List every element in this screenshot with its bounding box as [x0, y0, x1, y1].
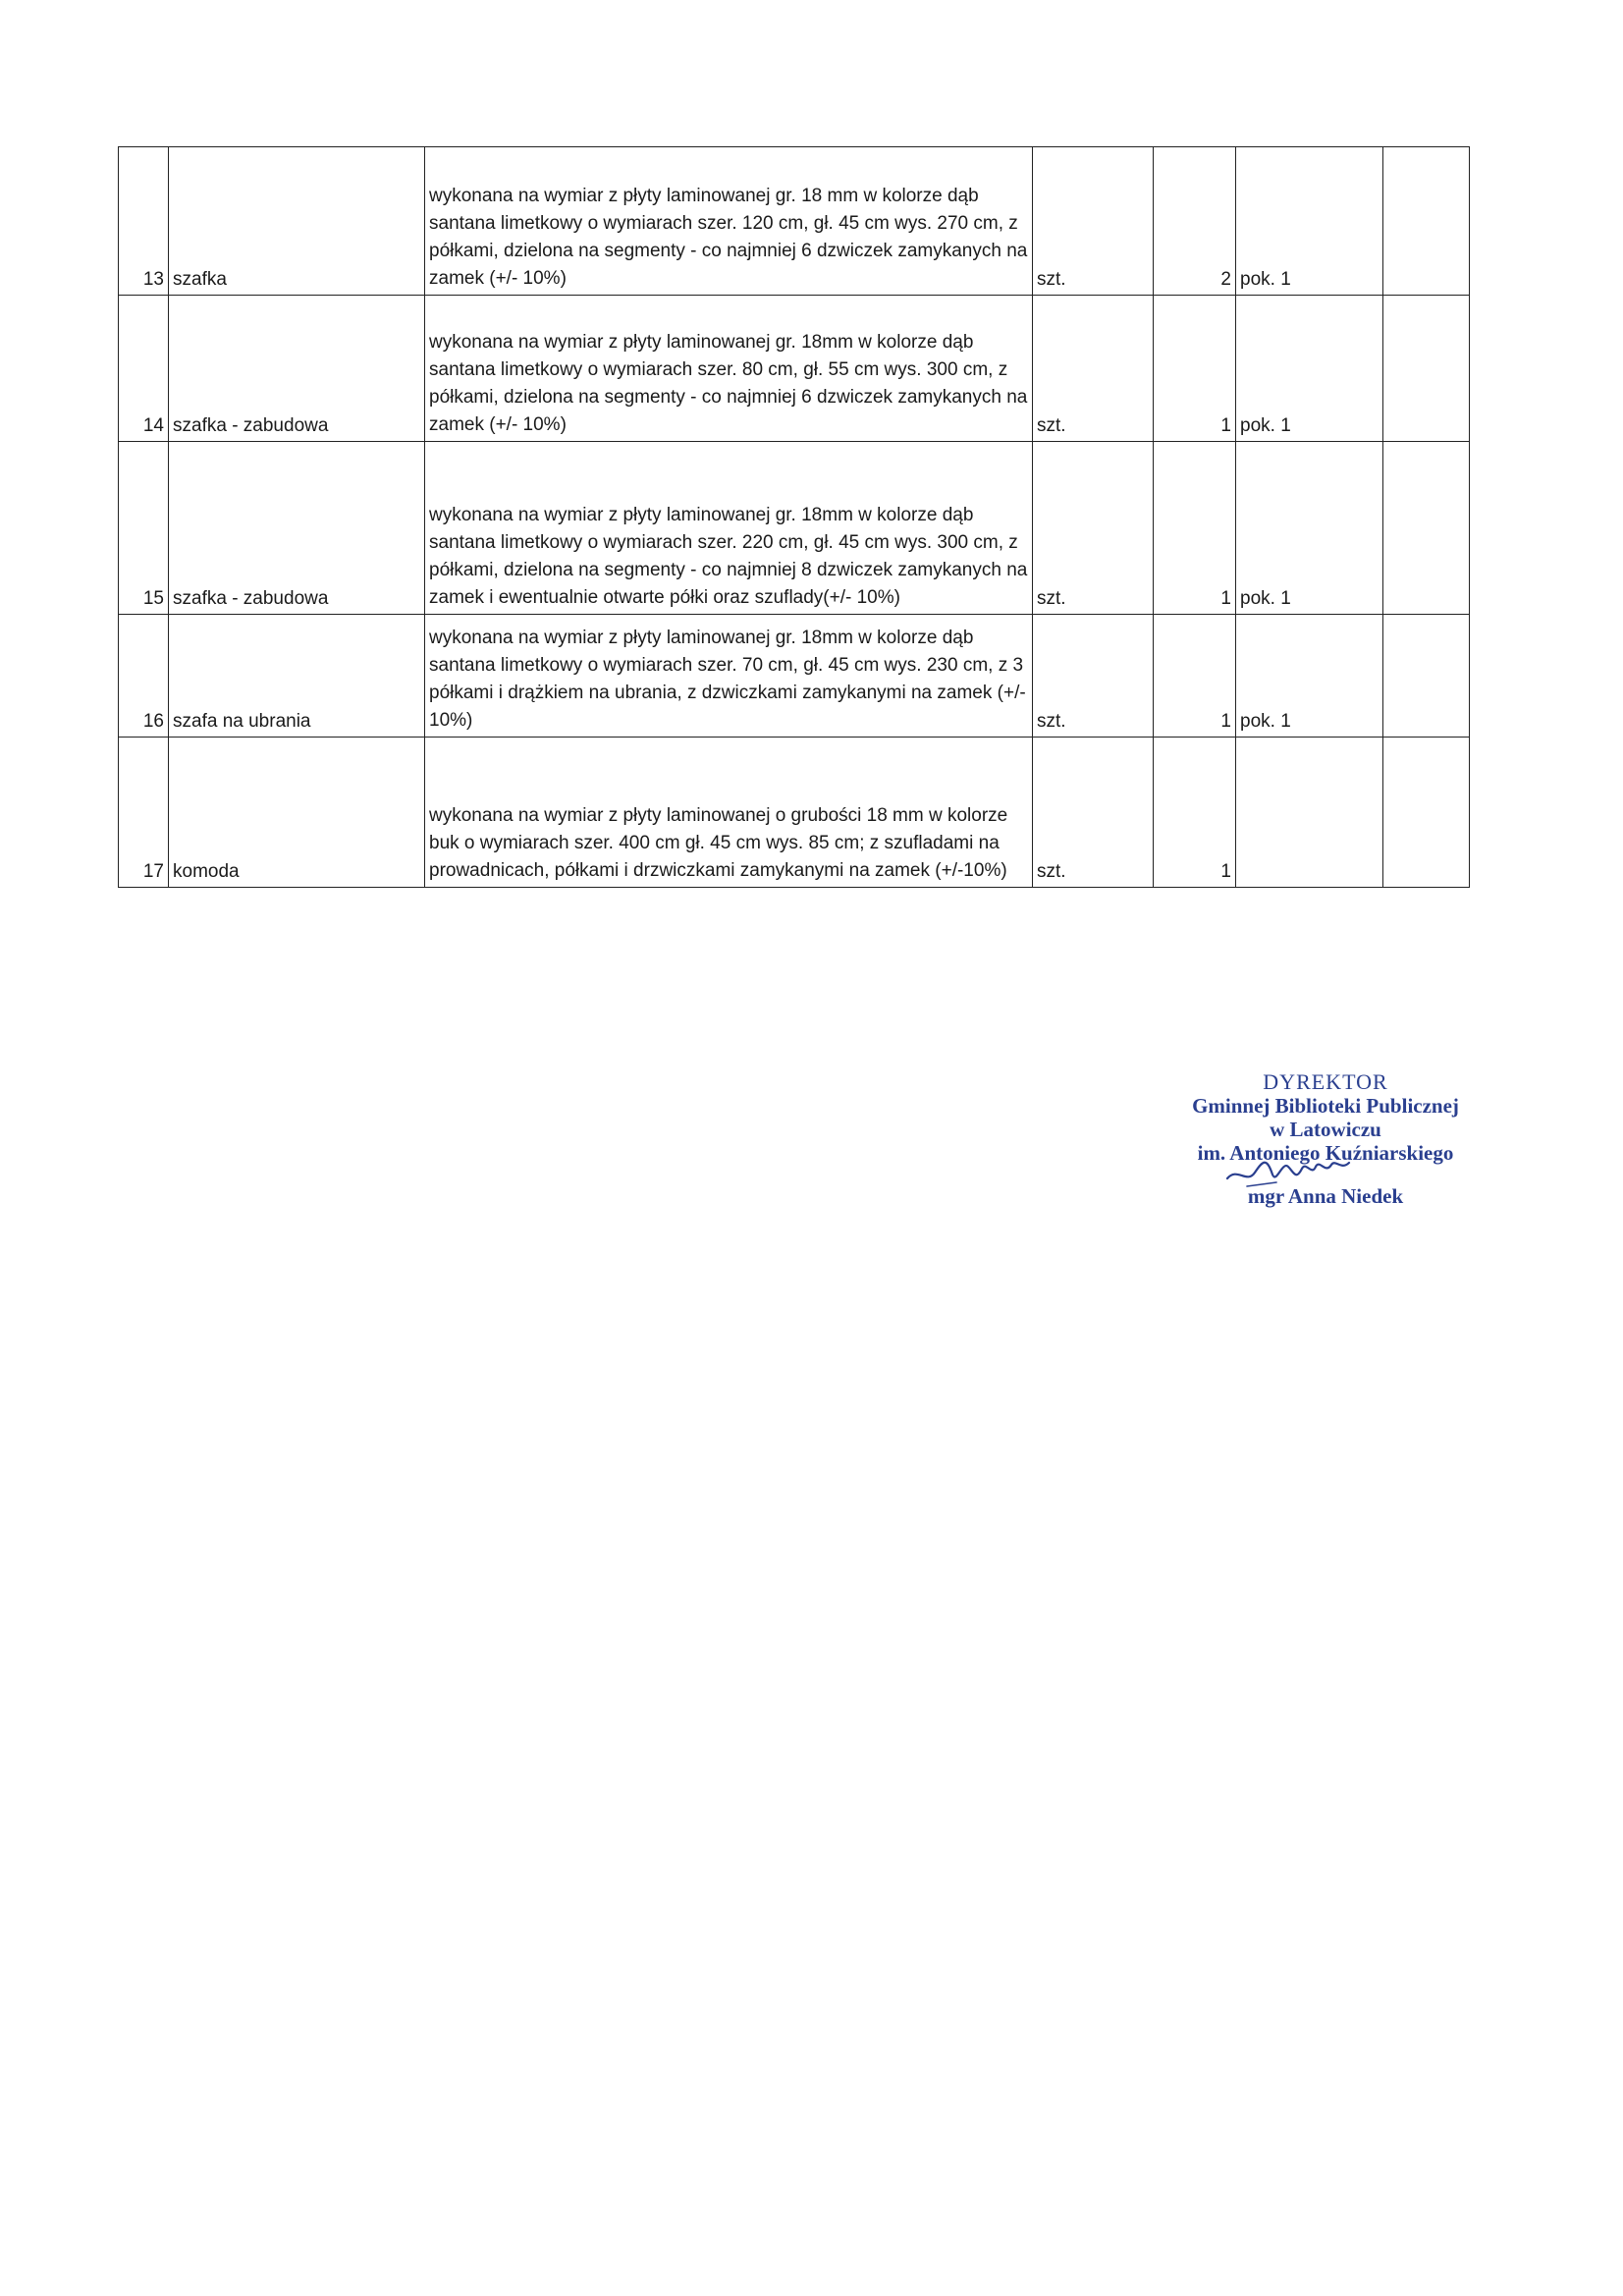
item-quantity: 1: [1154, 296, 1236, 442]
empty-cell: [1383, 296, 1470, 442]
item-quantity: 2: [1154, 147, 1236, 296]
row-number: 13: [119, 147, 169, 296]
empty-cell: [1383, 615, 1470, 738]
item-description: wykonana na wymiar z płyty laminowanej gr. 18mm w kolorze dąb santana limetkowy o wymiarach szer. 220 cm, gł. 45 cm wys. 300 cm, z półkami, dzielona na segmenty - co najmniej 8 dzwiczek zamykanych na zamek i ewentualnie otwarte półki oraz szuflady(+/- 10%): [425, 442, 1033, 615]
item-name: szafka - zabudowa: [169, 442, 425, 615]
handwritten-signature: [1217, 1137, 1375, 1196]
item-unit: szt.: [1033, 442, 1154, 615]
stamp-location: w Latowiczu: [1270, 1118, 1381, 1141]
row-number: 17: [119, 738, 169, 888]
item-location: pok. 1: [1236, 442, 1383, 615]
table-row: [119, 615, 1470, 738]
item-description: wykonana na wymiar z płyty laminowanej gr. 18mm w kolorze dąb santana limetkowy o wymiarach szer. 70 cm, gł. 45 cm wys. 230 cm, z 3 półkami i drążkiem na ubrania, z dzwiczkami zamykanymi na zamek (+/- 10%): [425, 615, 1033, 738]
item-description: wykonana na wymiar z płyty laminowanej gr. 18 mm w kolorze dąb santana limetkowy o wymiarach szer. 120 cm, gł. 45 cm wys. 270 cm, z półkami, dzielona na segmenty - co najmniej 6 dzwiczek zamykanych na zamek (+/- 10%): [425, 147, 1033, 296]
furniture-items-table: [118, 146, 1470, 888]
empty-cell: [1383, 147, 1470, 296]
item-description: wykonana na wymiar z płyty laminowanej o grubości 18 mm w kolorze buk o wymiarach szer. 400 cm gł. 45 cm wys. 85 cm; z szufladami na prowadnicach, półkami i drzwiczkami zamykanymi na zamek (+/-10%): [425, 738, 1033, 888]
stamp-institution: Gminnej Biblioteki Publicznej: [1192, 1094, 1459, 1118]
item-name: komoda: [169, 738, 425, 888]
table-row: [119, 147, 1470, 296]
stamp-title: DYREKTOR: [1263, 1069, 1388, 1094]
item-unit: szt.: [1033, 615, 1154, 738]
item-quantity: 1: [1154, 615, 1236, 738]
table-row: [119, 738, 1470, 888]
item-description: wykonana na wymiar z płyty laminowanej gr. 18mm w kolorze dąb santana limetkowy o wymiarach szer. 80 cm, gł. 55 cm wys. 300 cm, z półkami, dzielona na segmenty - co najmniej 6 dzwiczek zamykanych na zamek (+/- 10%): [425, 296, 1033, 442]
row-number: 14: [119, 296, 169, 442]
row-number: 16: [119, 615, 169, 738]
item-name: szafka - zabudowa: [169, 296, 425, 442]
table-row: [119, 442, 1470, 615]
empty-cell: [1383, 738, 1470, 888]
item-unit: szt.: [1033, 147, 1154, 296]
empty-cell: [1383, 442, 1470, 615]
item-quantity: 1: [1154, 442, 1236, 615]
item-location: pok. 1: [1236, 296, 1383, 442]
stamp-signatory: mgr Anna Niedek: [1247, 1184, 1404, 1208]
item-unit: szt.: [1033, 296, 1154, 442]
table-row: [119, 296, 1470, 442]
item-name: szafa na ubrania: [169, 615, 425, 738]
item-location: pok. 1: [1236, 615, 1383, 738]
row-number: 15: [119, 442, 169, 615]
item-quantity: 1: [1154, 738, 1236, 888]
item-unit: szt.: [1033, 738, 1154, 888]
item-name: szafka: [169, 147, 425, 296]
item-location: [1236, 738, 1383, 888]
item-location: pok. 1: [1236, 147, 1383, 296]
stamp-patron: im. Antoniego Kuźniarskiego: [1197, 1141, 1454, 1165]
